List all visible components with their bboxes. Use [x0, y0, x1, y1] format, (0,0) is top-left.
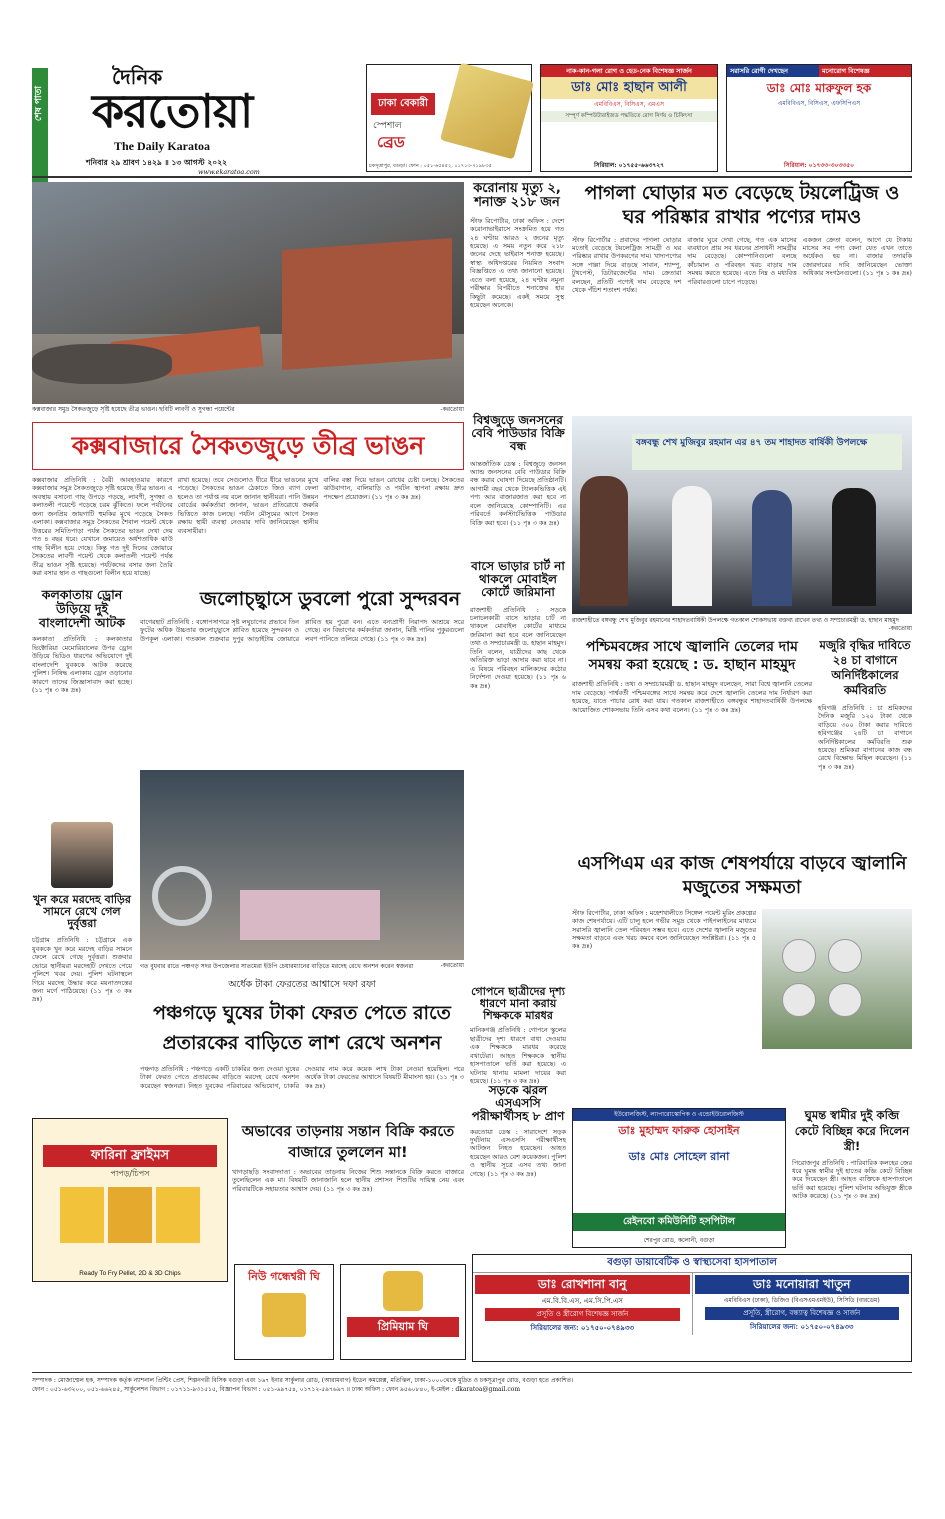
- doctor-a-degree: এম.বি.বি.এস, এম.সি.পি.এস: [541, 1296, 623, 1305]
- farina-ad: [32, 1118, 228, 1282]
- beach-body-col3: বালির বস্তা দিয়ে ভাঙন রোধের চেষ্টা চলছে। সৈকতের ঝাউবাগান, বালিয়াড়ি ও পর্যটন স্থাপনা রক্ষায় দ্রুত পদক্ষেপ প্রয়োজন। (১১ পৃঃ ৩ কঃ দ্রঃ): [323, 476, 465, 501]
- brand-logo: করতোয়া: [92, 84, 253, 138]
- spm-body: স্টাফ রিপোর্টার, ঢাকা অফিস : মহেশখালীতে সিঙ্গেল পয়েন্ট মুরিং প্রকল্পের কাজ শেষপর্যায়ে। এটি চালু হলে গভীর সমুদ্র থেকে পাইপলাইনের মাধ্যমে সরাসরি জ্বালানি তেল পরিবহন সম্ভব হবে। এতে দেশের জ্বালানি মজুতের সক্ষমতা বাড়বে এবং খরচ কমবে বলে জানিয়েছেন সংশ্লিষ্টরা। (১১ পৃঃ ৫ কঃ দ্রঃ): [572, 908, 756, 951]
- doctor-a-block: [473, 1273, 693, 1335]
- toiletries-body-col3: একজন ক্রেতা বলেন, আগে যে টাকায় মাসের সব পণ্য কেনা যেত এখন তাতে অর্ধেকও হয় না। বাজার তদারকি জোরদারের দাবি জানিয়েছেন ভোক্তা অধিকার সংগঠনগুলো। (১১ পৃঃ ১ কঃ দ্রঃ): [802, 235, 912, 278]
- psychiatry-ad: [726, 64, 912, 172]
- doctor-a-name: ডাঃ রোখশানা বানু: [475, 1275, 690, 1294]
- psychiatry-phone: সিরিয়াল: ০১৭৩৩-৩০৩৩৫০: [783, 161, 855, 169]
- corona-story: [470, 182, 564, 410]
- event-banner: বঙ্গবন্ধু শেখ মুজিবুর রহমান এর ৪৭ তম শাহাদত বার্ষিকী উপলক্ষে: [632, 434, 902, 470]
- panchagarh-photo-caption: গত বুধবার রাতে পঞ্চগড় সদর উপজেলার সাতমেরা ইউপি চেয়ারম্যানের বাড়িতে মরদেহ রেখে অনশন করেন স্বজনরা: [140, 963, 414, 970]
- toiletries-headline: পাগলা ঘোড়ার মত বেড়েছে টয়লেট্রিজ ও ঘর পরিষ্কার রাখার পণ্যের দামও: [584, 182, 900, 228]
- beach-photo-caption-row: [32, 406, 464, 414]
- dateline: শনিবার ২৯ শ্রাবণ ১৪২৯ ॥ ১৩ আগস্ট ২০২২: [86, 158, 228, 167]
- psychiatry-degree: এমবিবিএস, বিসিএস, এফসিপিএস: [777, 100, 861, 107]
- toiletries-story: [572, 182, 912, 410]
- beach-headline: কক্সবাজারে সৈকতজুড়ে তীব্র ভাঙন: [71, 431, 425, 460]
- kolkata-headline: কলকাতায় ড্রোন উড়িয়ে দুই বাংলাদেশী আটক: [39, 587, 125, 630]
- kolkata-story: [32, 588, 132, 816]
- imprint-line-2: ফোন : ০৫১-৬৩২০০, ০৫১-৬৬২৪৫, সার্কুলেশন বিভাগ : ০১৭১১-৯৩১৫১৫, বিজ্ঞাপন বিভাগ : ০৫১-৬৯৭৫৪, ০১৭১২-৫৯৭৬৯৭ ॥ ঢাকা অফিস : ফোন ৯৫৬০৮৪০, ই-মেইল : dkaratoa@gmail.com: [32, 1386, 521, 1393]
- child-sale-headline: অভাবের তাড়নায় সন্তান বিক্রি করতে বাজারে তুললেন মা!: [241, 1124, 455, 1162]
- ent-degree: এমবিবিএস, বিসিএস, এমএস: [594, 101, 664, 109]
- farina-brand: ফারিনা ফ্রাইমস: [43, 1145, 217, 1167]
- doctor-b-degree: এমবিবিএস (ঢাকা), ডিজিও (বিএসএমএমইউ), সিসিডি (বারডেম): [723, 1296, 880, 1304]
- brand-english: The Daily Karatoa: [114, 139, 210, 153]
- bread-pack-image: [440, 63, 534, 160]
- babypowder-body: আন্তর্জাতিক ডেস্ক : বিশ্বজুড়ে জনসন অ্যান্ড জনসনের বেবি পাউডার বিক্রি বন্ধ করার ঘোষণা দিয়েছে প্রতিষ্ঠানটি। আগামী বছর থেকে ট্যালকভিত্তিক এই পণ্য আর বাজারজাত করা হবে না বলে জানিয়েছে কোম্পানিটি। এর পরিবর্তে কর্নস্টার্চভিত্তিক পাউডার বিক্রি করা হবে। (১১ পৃঃ ৩ কঃ দ্রঃ): [470, 459, 566, 527]
- tea-body: হবিগঞ্জ প্রতিনিধি : চা শ্রমিকদের দৈনিক মজুরি ১২০ টাকা থেকে বাড়িয়ে ৩০০ টাকা করার দাবিতে হবিগঞ্জের ২৪টি চা বাগানে অনির্দিষ্টকালের কর্মবিরতি শুরু হয়েছে। শ্রমিকরা বাগানের কাজ বন্ধ রেখে বিক্ষোভ মিছিল করেছেন। (১১ পৃঃ ৩ কঃ দ্রঃ): [818, 703, 912, 771]
- side-label: শেষ পাতা: [34, 86, 44, 122]
- murder-headline: খুন করে মরদেহ বাড়ির সামনে রেখে গেল দুর্বৃত্তরা: [33, 893, 131, 931]
- farina-tag: Ready To Fry Pellet, 2D & 3D Chips: [79, 1270, 181, 1277]
- panchagarh-kicker-text: অর্ধেক টাকা ফেরতের আশ্বাসে দফা রফা: [228, 979, 376, 990]
- cardio-doctor: ডাঃ মোঃ সোহেল রানা: [628, 1150, 730, 1164]
- chips-pack-2: [108, 1187, 152, 1243]
- doctor-a-specialty: প্রসূতি ও স্ত্রীরোগ বিশেষজ্ঞ সার্জন: [485, 1308, 680, 1321]
- panchagarh-photo: [140, 770, 464, 960]
- corona-body: স্টাফ রিপোর্টার, ঢাকা অফিস : দেশে করোনাভাইরাসে সংক্রমিত হয়ে গত ২৪ ঘণ্টায় আরও ২ জনের মৃত্যু হয়েছে। এ সময় নতুন করে ২১৮ জনের দেহে ভাইরাস শনাক্ত হয়েছে। স্বাস্থ্য অধিদপ্তরের নিয়মিত সংবাদ বিজ্ঞপ্তিতে এ তথ্য জানানো হয়েছে। এতে বলা হয়েছে, ২৪ ঘণ্টায় নমুনা পরীক্ষার বিপরীতে শনাক্তের হার কিছুটা কমেছে। একই সময়ে সুস্থ হয়েছেন অনেকে।: [470, 216, 564, 310]
- busfare-headline: বাসে ভাড়ার চার্ট না থাকলে মোবাইল কোর্টে জরিমানা: [471, 559, 565, 600]
- busfare-story: [470, 560, 566, 980]
- busfare-body: রাজশাহী প্রতিনিধি : সড়কে চলাচলকারী বাসে ভাড়ার চার্ট না থাকলে মোবাইল কোর্টের মাধ্যমে জরিমানা করা হবে বলে জানিয়েছেন তথ্য ও সম্প্রচারমন্ত্রী ড. হাছান মাহমুদ। তিনি বলেন, যাত্রীদের কাছ থেকে অতিরিক্ত ভাড়া আদায় করা যাবে না। এ বিষয়ে পরিবহন মালিকদের কঠোর নির্দেশনা দেওয়া হয়েছে। (১১ পৃঃ ৬ কঃ দ্রঃ): [470, 605, 566, 690]
- roadaccident-headline: সড়কে ঝরল এসএসসি পরীক্ষার্থীসহ ৮ প্রাণ: [471, 1083, 565, 1124]
- imprint: [32, 1376, 912, 1394]
- side-tab: [32, 68, 48, 186]
- murder-body: চট্টগ্রাম প্রতিনিধি : চট্টগ্রামে এক যুবককে খুন করে মরদেহ বাড়ির সামনে ফেলে রেখে গেছে দুর্বৃত্তরা। শুক্রবার ভোরে স্থানীয়রা মরদেহটি দেখতে পেয়ে পুলিশে খবর দেয়। পুলিশ ঘটনাস্থলে গিয়ে মরদেহ উদ্ধার করে ময়নাতদন্তের জন্য মর্গে পাঠিয়েছে। (১১ পৃঃ ৩ কঃ দ্রঃ): [32, 936, 132, 1004]
- sundarban-story: [140, 588, 464, 768]
- bakery-address: চকসূত্রাপুর, বগুড়া। ফোন : ০৫১-৬৫৪৫২, ০১৭১৩-৭১৯৮৩৫: [369, 162, 492, 169]
- newspaper-page: [32, 62, 912, 1502]
- doctor-b-name: ডাঃ মনোয়ারা খাতুন: [695, 1275, 910, 1294]
- panchagarh-photo-credit: -করতোয়া: [440, 962, 464, 969]
- chips-pack-1: [60, 1187, 104, 1243]
- corona-headline: করোনায় মৃত্যু ২, শনাক্ত ২১৮ জন: [473, 181, 561, 211]
- ent-ad: [540, 64, 718, 172]
- hospital-ad: [572, 1108, 786, 1248]
- beach-body-col2: রাখা হয়েছে। তবে সেগুলোও ধীরে ধীরে ভাঙনের মুখে পড়েছে। সৈকতের ভাঙন ঠেকাতে জিও ব্যাগ ফেলা হলেও তা পর্যাপ্ত নয় বলে জানান স্থানীয়রা। পানি উন্নয়ন বোর্ডের কর্মকর্তারা জানান, ভাঙন প্রতিরোধে জরুরি ভিত্তিতে কাজ চলছে। পর্যটন মৌসুমের আগে সৈকত রক্ষায় স্থায়ী ব্যবস্থা নেওয়ার দাবি জানিয়েছেন স্থানীয় ব্যবসায়ীরা।: [177, 476, 319, 535]
- hospital-name: রেইনবো কমিউনিটি হসপিটাল: [573, 1213, 785, 1231]
- oil-tank-photo: [762, 909, 912, 1049]
- diabetic-hospital-ad: [472, 1254, 912, 1362]
- fuelprice-story: [572, 638, 812, 858]
- ent-doctor: ডাঃ মোঃ হাছান আলী: [541, 77, 717, 99]
- doctor-b-block: [693, 1273, 912, 1335]
- beach-headline-box: [32, 422, 464, 470]
- brand-top: দৈনিক: [112, 65, 163, 89]
- urology-doctor: ডাঃ মুহাম্মদ ফারুক হোসাইন: [618, 1123, 740, 1137]
- beach-photo-credit: -করতোয়া: [440, 406, 464, 413]
- ent-phone: সিরিয়াল: ০১৭৫৫-৬৬৩৭২৭: [593, 161, 665, 169]
- diabetic-hospital-name: বগুড়া ডায়াবেটিক ও স্বাস্থ্যসেবা হাসপাতাল: [473, 1255, 911, 1273]
- teacher-story: [470, 985, 566, 1085]
- wife-attack-body: পিরোজপুর প্রতিনিধি : পারিবারিক কলহের জের ধরে ঘুমন্ত স্বামীর দুই হাতের কব্জি কেটে বিচ্ছিন্ন করে দিয়েছেন স্ত্রী। আহত ব্যক্তিকে হাসপাতালে ভর্তি করা হয়েছে। পুলিশ ঘটনায় অভিযুক্ত স্ত্রীকে আটক করেছে। (১১ পৃঃ ৩ কঃ দ্রঃ): [792, 1158, 912, 1201]
- victim-photo: [51, 822, 113, 888]
- rajshahi-photo-credit: -করতোয়া: [888, 624, 912, 632]
- ghee1-name: নিউ গন্ধেশ্বরী ঘি: [248, 1270, 320, 1283]
- hospital-address: শেরপুর রোড, কলোনী, বগুড়া: [643, 1236, 715, 1244]
- bakery-product: ব্রেড: [377, 133, 405, 151]
- toiletries-body-col1: স্টাফ রিপোর্টার : প্রবাদের পাগলা ঘোড়ার মতোই বেড়েছে টয়লেট্রিজ সামগ্রী ও ঘর পরিষ্কার রাখার উপকরণের দাম। খাদ্যপণ্যের সঙ্গে পাল্লা দিয়ে বাড়ছে সাবান, শ্যাম্পু, টুথপেস্ট, ডিটারজেন্টের দাম। ক্রেতারা বলছেন, প্রতিটি পণ্যেই দাম বেড়েছে দশ থেকে পঁচিশ শতাংশ পর্যন্ত।: [572, 235, 682, 295]
- panchagarh-body: পঞ্চগড় প্রতিনিধি : পঞ্চগড়ে একটি চাকরির জন্য দেওয়া ঘুষের টাকা ফেরত পেতে প্রতারকের বাড়িতে মরদেহ রেখে অনশন করেছেন স্বজনরা। নিহত যুবকের পরিবারের অভিযোগ, চাকরি দেওয়ার নাম করে কয়েক লাখ টাকা নেওয়া হয়েছিল। পরে অর্ধেক টাকা ফেরতের আশ্বাসে বিষয়টি মীমাংসা হয়। (১১ পৃঃ ৩ কঃ দ্রঃ): [140, 1064, 464, 1090]
- bakery-ad: [366, 64, 532, 172]
- sundarban-headline: জলোচ্ছ্বাসে ডুবলো পুরো সুন্দরবন: [200, 588, 461, 610]
- toiletries-body-col2: বাজার ঘুরে দেখা গেছে, গত এক মাসের ব্যবধানে প্রায় সব ধরনের প্রসাধনী সামগ্রীর দাম বেড়েছে। কোম্পানিগুলো বলছে কাঁচামাল ও পরিবহন খরচ বাড়ায় দাম সমন্বয় করতে হয়েছে। এতে নিম্ন ও মধ্যবিত্ত পরিবারগুলো চাপে পড়েছে।: [687, 235, 797, 286]
- tea-headline: মজুরি বৃদ্ধির দাবিতে ২৪ চা বাগানে অনির্দিষ্টকালের কর্মবিরতি: [819, 638, 911, 697]
- spm-headline: এসপিএম এর কাজ শেষপর্যায়ে বাড়বে জ্বালানি মজুতের সক্ষমতা: [577, 853, 907, 899]
- ghee-ad-2: [340, 1264, 466, 1360]
- ghee2-name: প্রিমিয়াম ঘি: [347, 1317, 459, 1337]
- spm-story: [572, 852, 912, 1102]
- panchagarh-caption-row: [140, 962, 464, 971]
- farina-sub: পাপড়/চিপস: [110, 1169, 150, 1179]
- murder-story: [32, 822, 132, 1112]
- psychiatry-doctor: ডাঃ মোঃ মারুফুল হক: [766, 81, 872, 95]
- roadaccident-body: করতোয়া ডেস্ক : সারাদেশে সড়ক দুর্ঘটনায় এসএসসি পরীক্ষার্থীসহ আটজন নিহত হয়েছেন। আহত হয়েছেন আরও বেশ কয়েকজন। পুলিশ ও স্থানীয় সূত্রে এসব তথ্য জানা গেছে। (১১ পৃঃ ৩ কঃ দ্রঃ): [470, 1127, 566, 1178]
- wife-attack-headline: ঘুমন্ত স্বামীর দুই কব্জি কেটে বিচ্ছিন্ন করে দিলেন স্ত্রী!: [794, 1108, 910, 1154]
- chips-pack-3: [156, 1187, 200, 1243]
- ghee-jar-2: [383, 1271, 423, 1311]
- panchagarh-headline: পঞ্চগড়ে ঘুষের টাকা ফেরত পেতে রাতে প্রতারকের বাড়িতে লাশ রেখে অনশন: [153, 1002, 451, 1055]
- wife-attack-story: [792, 1108, 912, 1248]
- child-sale-story: [232, 1122, 464, 1262]
- sundarban-body: বাগেরহাট প্রতিনিধি : বঙ্গোপসাগরে সৃষ্ট লঘুচাপের প্রভাবে তিন ফুটের অধিক উচ্চতার জলোচ্ছ্বাসে প্লাবিত হয়েছে সুন্দরবন ও উপকূল এলাকা। গতকাল শুক্রবার দুপুর আড়াইটায় জোয়ারে প্লাবিত হয় পুরো বন। এতে বন্যপ্রাণী নিরাপদ আশ্রয়ে সরে গেছে। বন বিভাগের কর্মকর্তারা জানান, মিষ্টি পানির পুকুরগুলো লবণ পানিতে তলিয়ে গেছে। (১১ পৃঃ ৩ কঃ দ্রঃ): [140, 617, 464, 643]
- imprint-line-1: সম্পাদক : মোজাম্মেল হক, সম্পাদক কর্তৃক ন্যাশনাল প্রিন্টিং প্রেস, শিল্পনগরী বিসিক বগুড়া এবং ১৬৭ ইনার সার্কুলার রোড, (আরামবাগ) ইডেন কমপ্লেক্স, মতিঝিল, ঢাকা-১০০০থেকে মুদ্রিত ও চকসূত্রাপুর রোড, বগুড়া হতে প্রকাশিত।: [32, 1377, 574, 1384]
- teacher-headline: গোপনে ছাত্রীদের দৃশ্য ধারণে মানা করায় শিক্ষককে মারধর: [471, 985, 565, 1023]
- doctor-b-serial: সিরিয়ালের জন্য: ০১৭৫০-০৭৪৯৩৩: [750, 1321, 854, 1331]
- ghee-jar-1: [262, 1293, 306, 1337]
- kolkata-body: কলকাতা প্রতিনিধি : কলকাতার ভিক্টোরিয়া মেমোরিয়ালের উপর ড্রোন উড়িয়ে ভিডিও ধারণের অভিযোগে দুই বাংলাদেশি যুবককে আটক করেছে পুলিশ। নিষিদ্ধ এলাকায় ড্রোন ওড়ানোর কারণে তাদের জিজ্ঞাসাবাদ করা হচ্ছে। (১১ পৃঃ ৩ কঃ দ্রঃ): [32, 635, 132, 694]
- teacher-body: মানিকগঞ্জ প্রতিনিধি : গোপনে স্কুলের ছাত্রীদের দৃশ্য ধারণে বাধা দেওয়ায় এক শিক্ষককে মারধর করেছে বখাটেরা। আহত শিক্ষককে স্থানীয় হাসপাতালে ভর্তি করা হয়েছে। এ ঘটনায় থানায় মামলা দায়ের করা হয়েছে। (১১ পৃঃ ৩ কঃ দ্রঃ): [470, 1026, 566, 1085]
- beach-erosion-photo: [32, 182, 464, 404]
- doctor-b-specialty: প্রসূতি, স্ত্রীরোগ, বন্ধ্যাত্ব বিশেষজ্ঞ ও সার্জন: [705, 1307, 900, 1320]
- beach-photo-caption: কক্সবাজার সমুদ্র সৈকতজুড়ে সৃষ্টি হয়েছে তীব্র ভাঙন। ছবিটি লাবণী ও সুগন্ধা পয়েন্টের: [32, 406, 235, 413]
- masthead: [52, 62, 358, 174]
- footer-rule: [32, 1372, 912, 1373]
- fuelprice-headline: পশ্চিমবঙ্গের সাথে জ্বালানি তেলের দাম সমন্বয় করা হয়েছে : ড. হাছান মাহমুদ: [586, 639, 798, 674]
- rajshahi-event-photo: [572, 416, 912, 614]
- urology-title: ইউরোলজিস্ট, ল্যাপারোস্কোপিক ও এন্ডোইউরোলজিস্ট: [573, 1109, 785, 1121]
- child-sale-body: খাগড়াছড়ি সংবাদদাতা : অভাবের তাড়নায় নিজের শিশু সন্তানকে বিক্রি করতে বাজারে তুলেছিলেন এক মা। বিষয়টি জানাজানি হলে স্থানীয় প্রশাসন শিশুটির দায়িত্ব নেয় এবং পরিবারটিকে সহায়তার আশ্বাস দেয়। (১১ পৃঃ ৩ কঃ দ্রঃ): [232, 1168, 464, 1193]
- rajshahi-photo-caption-row: [572, 616, 912, 632]
- psychiatry-title: সরাসরি রোগী দেখছেন: [727, 65, 819, 77]
- babypowder-headline: বিশ্বজুড়ে জনসনের বেবি পাউডার বিক্রি বন্ধ: [471, 413, 565, 454]
- beach-body: [32, 476, 464, 578]
- masthead-rule: [32, 176, 912, 178]
- rajshahi-photo-caption: রাজশাহীতে বঙ্গবন্ধু শেখ মুজিবুর রহমানের শাহাদতবার্ষিকী উপলক্ষে গতকাল শোকসভায় বক্তব্য রাখেন তথ্য ও সম্প্রচারমন্ত্রী ড. হাছান মাহমুদ: [572, 617, 899, 624]
- website: www.ekaratoa.com: [192, 168, 266, 176]
- bakery-sub: স্পেশাল: [373, 121, 402, 131]
- bakery-name: ঢাকা বেকারী: [371, 93, 435, 115]
- doctor-a-serial: সিরিয়ালের জন্য: ০১৭৫০-০৭৪৯৩৩: [530, 1323, 634, 1332]
- ent-title: নাক-কান-গলা রোগ ও হেড-নেক বিশেষজ্ঞ সার্জন: [541, 65, 717, 77]
- beach-body-col1: কক্সবাজার প্রতিনিধি : বৈরী আবহাওয়ার কারণে কক্সবাজার সমুদ্র সৈকতজুড়ে সৃষ্টি হয়েছে তীব্র ভাঙন। এ অবস্থায় বসানো গাছ উপড়ে পড়ছে, লাবণী, সুগন্ধা ও কলাতলী পয়েন্টে পড়েছে চরম ঝুঁকিতে। ফলে পর্যটনের জন্য জনপ্রিয় জায়গাটি হুমকির মুখে পড়েছে সৈকত এলাকা। কক্সবাজার সমুদ্র সৈকতের শৈবাল পয়েন্ট থেকে উত্তরের সমিতিপাড়া পর্যন্ত সৈকতের ভাঙন দেখা দেয় গত ৪ বছর ধরে। যেখানে জমায়েত অর্ধশতাধিক ঝাউ গাছ বিলীন হয়ে গেছে। কিন্তু গত দুই দিনের জোয়ারে সৈকতের লাবণী পয়েন্ট থেকে কলাতলী পয়েন্ট পর্যন্ত তীব্র ভাঙন সৃষ্টি হয়েছে। পর্যটকদের বসার জন্য তৈরি করা বসার স্থান ও গাছগুলো বিলীন হয়ে যাচ্ছে।: [32, 476, 173, 577]
- babypowder-story: [470, 414, 566, 554]
- fuelprice-body: রাজশাহী প্রতিনিধি : তথ্য ও সম্প্রচারমন্ত্রী ড. হাছান মাহমুদ বলেছেন, সারা বিশ্বে জ্বালানি তেলের দাম বেড়েছে। পার্শ্ববর্তী পশ্চিমবঙ্গের সাথে সমন্বয় করে দেশে জ্বালানি তেলের দাম নির্ধারণ করা হয়েছে, যাতে পাচার রোধ করা যায়। গতকাল রাজশাহীতে বঙ্গবন্ধুর শাহাদতবার্ষিকী উপলক্ষে আয়োজিত শোকসভায় তিনি এসব কথা বলেন। (১১ পৃঃ ৩ কঃ দ্রঃ): [572, 680, 812, 714]
- ghee-ad-1: [234, 1264, 334, 1360]
- panchagarh-kicker: [140, 980, 464, 990]
- roadaccident-story: [470, 1084, 566, 1254]
- ent-clinic: সম্পূর্ণ কম্পিউটারাইজড পদ্ধতিতে রোগ নির্ণয় ও চিকিৎসা: [541, 111, 717, 122]
- psychiatry-sub: মনোরোগ বিশেষজ্ঞ: [819, 65, 911, 77]
